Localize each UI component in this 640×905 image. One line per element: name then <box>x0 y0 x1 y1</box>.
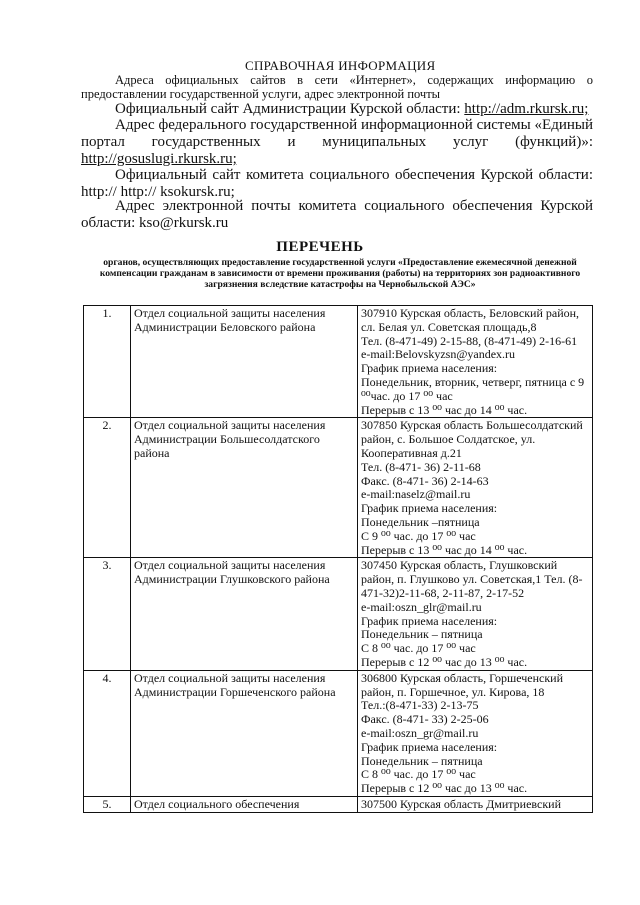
contact-line: Понедельник – пятница <box>361 753 483 768</box>
table-row <box>84 796 593 812</box>
row-number: 4. <box>84 670 131 796</box>
table-row <box>84 418 593 558</box>
organization-name: Отдел социального обеспечения <box>131 796 358 812</box>
portal-paragraph <box>81 117 593 168</box>
contact-line[interactable]: e-mail:naselz@mail.ru <box>361 487 471 502</box>
organization-name: Отдел социальной защиты населения Администрации Горшеченского района <box>131 670 358 796</box>
contact-line: 307500 Курская область Дмитриевский <box>361 796 562 811</box>
organization-contacts <box>358 670 593 796</box>
contact-line: Перерыв с 12 ⁰⁰ час до 13 ⁰⁰ час. <box>361 654 528 669</box>
reference-title: СПРАВОЧНАЯ ИНФОРМАЦИЯ <box>245 58 436 73</box>
contact-line: График приема населения: <box>361 613 498 628</box>
contact-line: район, п. Горшечное, ул. Кирова, 18 <box>361 684 545 699</box>
organization-contacts <box>358 418 593 558</box>
admin-site-line <box>81 101 593 118</box>
contact-line: Кооперативная д.21 <box>361 445 462 460</box>
contact-line: Перерыв с 13 ⁰⁰ час до 14 ⁰⁰ час. <box>361 542 528 557</box>
organization-name: Отдел социальной защиты населения Администрации Большесолдатского района <box>131 418 358 558</box>
committee-email: Адрес электронной почты комитета социального обеспечения Курской области: kso@rkursk.ru <box>81 198 593 231</box>
organizations-table <box>83 305 593 813</box>
contact-line: Понедельник –пятница <box>361 514 480 529</box>
contact-line: 307450 Курская область, Глушковский <box>361 558 558 573</box>
portal-label: Адрес федерального государственной информационной системы «Единый портал государственных и муниципальных услуг (функций)»: <box>81 117 593 150</box>
table-row <box>84 670 593 796</box>
contact-line[interactable]: e-mail:oszn_gr@mail.ru <box>361 725 479 740</box>
contact-line: 307910 Курская область, Беловский район, <box>361 306 580 320</box>
contact-line: Тел. (8-471-49) 2-15-88, (8-471-49) 2-16-61 <box>361 333 578 348</box>
row-number: 2. <box>84 418 131 558</box>
contact-line: График приема населения: <box>361 501 498 516</box>
contact-line: Перерыв с 13 ⁰⁰ час до 14 ⁰⁰ час. <box>361 402 528 417</box>
contact-line: С 8 ⁰⁰ час. до 17 ⁰⁰ час <box>361 641 476 656</box>
reference-intro: Адреса официальных сайтов в сети «Интернет», содержащих информацию о предоставлении государственной услуги, адрес электронной почты <box>81 73 593 101</box>
portal-link[interactable]: http://gosuslugi.rkursk.ru; <box>81 151 237 167</box>
contact-line: График приема населения: <box>361 739 498 754</box>
organization-contacts <box>358 306 593 418</box>
contact-line: Факс. (8-471- 33) 2-25-06 <box>361 712 489 727</box>
organization-contacts <box>358 558 593 670</box>
contact-line: 307850 Курская область Большесолдатский <box>361 418 583 433</box>
contact-line: 471-32)2-11-68, 2-11-87, 2-17-52 <box>361 585 525 600</box>
table-row <box>84 306 593 418</box>
organization-name: Отдел социальной защиты населения Администрации Глушковского района <box>131 558 358 670</box>
row-number: 5. <box>84 796 131 812</box>
contact-line: район, с. Большое Солдатское, ул. <box>361 432 536 447</box>
admin-site-link[interactable]: http://adm.rkursk.ru; <box>464 101 589 117</box>
contact-line: Понедельник, вторник, четверг, пятница с 9 <box>361 374 585 389</box>
organization-contacts <box>358 796 593 812</box>
contact-line: ⁰⁰час. до 17 ⁰⁰ час <box>361 388 453 403</box>
contact-line: район, п. Глушково ул. Советская,1 Тел. (8- <box>361 572 583 587</box>
contact-line: Перерыв с 12 ⁰⁰ час до 13 ⁰⁰ час. <box>361 781 528 796</box>
contact-line: С 9 ⁰⁰ час. до 17 ⁰⁰ час <box>361 528 476 543</box>
admin-site-label: Официальный сайт Администрации Курской области: <box>115 101 465 117</box>
contact-line[interactable]: e-mail:oszn_glr@mail.ru <box>361 599 482 614</box>
contact-line: Понедельник – пятница <box>361 627 483 642</box>
table-row <box>84 558 593 670</box>
contact-line: С 8 ⁰⁰ час. до 17 ⁰⁰ час <box>361 767 476 782</box>
contact-line: сл. Белая ул. Советская площадь,8 <box>361 319 537 334</box>
contact-line: Факс. (8-471- 36) 2-14-63 <box>361 473 489 488</box>
list-title: ПЕРЕЧЕНЬ <box>276 239 364 255</box>
row-number: 3. <box>84 558 131 670</box>
contact-line[interactable]: e-mail:Belovskyzsn@yandex.ru <box>361 347 516 362</box>
list-subtitle: органов, осуществляющих предоставление государственной услуги «Предоставление ежемесячной денежной компенсации гражданам в зависимости от времени проживания (работы) на территориях зон радиоактивного загрязнения вследствие катастрофы на Чернобыльской АЭС» <box>99 257 581 290</box>
contact-line: Тел. (8-471- 36) 2-11-68 <box>361 459 481 474</box>
row-number: 1. <box>84 306 131 418</box>
contact-line: График приема населения: <box>361 361 498 376</box>
contact-line: Тел.:(8-471-33) 2-13-75 <box>361 698 479 713</box>
organization-name: Отдел социальной защиты населения Администрации Беловского района <box>131 306 358 418</box>
contact-line: 306800 Курская область, Горшеченский <box>361 670 564 685</box>
committee-site: Официальный сайт комитета социального обеспечения Курской области: http:// http:// ksokursk.ru; <box>81 167 593 200</box>
